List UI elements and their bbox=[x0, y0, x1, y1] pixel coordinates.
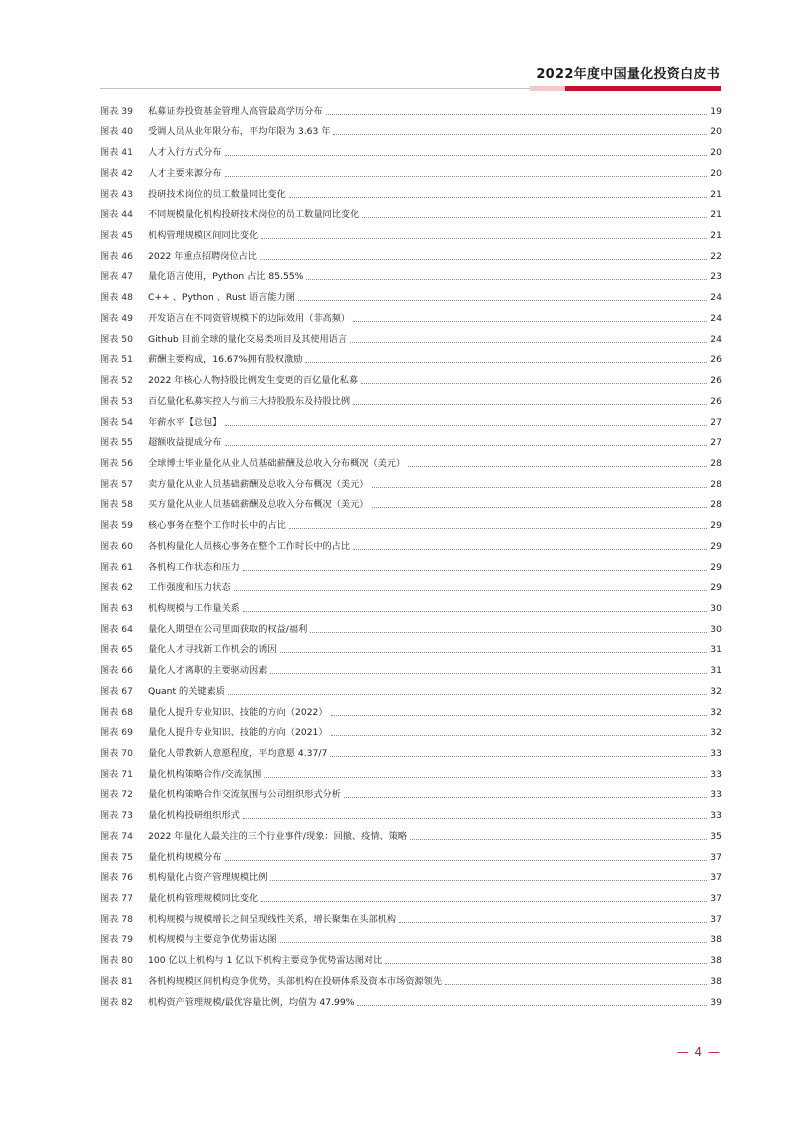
toc-entry-page-number: 33 bbox=[710, 768, 722, 780]
toc-dot-leader bbox=[280, 649, 708, 653]
toc-entry-label: 图表 78 bbox=[100, 913, 133, 925]
toc-entry-label: 图表 76 bbox=[100, 872, 133, 884]
toc-entry-page-number: 27 bbox=[710, 416, 722, 428]
toc-entry-label: 图表 47 bbox=[100, 271, 133, 283]
toc-entry-title: 人才入行方式分布 bbox=[148, 147, 222, 159]
toc-entry-label: 图表 40 bbox=[100, 126, 133, 138]
toc-entry-page-number: 28 bbox=[710, 457, 722, 469]
toc-entry[interactable] bbox=[100, 594, 722, 615]
toc-entry-title: 受调人员从业年限分布，平均年限为 3.63 年 bbox=[148, 126, 331, 138]
toc-entry[interactable] bbox=[100, 408, 722, 429]
toc-entry[interactable] bbox=[100, 636, 722, 657]
toc-entry-title: 机构规模与主要竞争优势雷达图 bbox=[148, 934, 277, 946]
toc-entry-title: 量化人带教新人意愿程度，平均意愿 4.37/7 bbox=[148, 748, 328, 759]
toc-entry[interactable] bbox=[100, 242, 722, 263]
toc-entry[interactable] bbox=[100, 221, 722, 242]
toc-dot-leader bbox=[408, 463, 707, 467]
toc-entry-title: 卖方量化从业人员基础薪酬及总收入分布概况（美元） bbox=[148, 478, 369, 490]
toc-entry-title: 量化机构规模分布 bbox=[148, 851, 222, 863]
toc-entry-label: 图表 45 bbox=[100, 230, 133, 242]
toc-entry-label: 图表 41 bbox=[100, 147, 133, 159]
toc-dot-leader bbox=[331, 712, 708, 716]
toc-dot-leader bbox=[225, 152, 708, 156]
toc-entry-title: 买方量化从业人员基础薪酬及总收入分布概况（美元） bbox=[148, 499, 369, 511]
toc-dot-leader bbox=[362, 214, 707, 218]
toc-dot-leader bbox=[261, 235, 707, 239]
toc-entry[interactable] bbox=[100, 553, 722, 574]
toc-entry[interactable] bbox=[100, 946, 722, 967]
toc-entry-page-number: 26 bbox=[710, 354, 722, 366]
toc-entry-label: 图表 64 bbox=[100, 623, 133, 635]
toc-entry-label: 图表 43 bbox=[100, 188, 133, 200]
toc-entry-page-number: 33 bbox=[710, 810, 722, 822]
toc-entry[interactable] bbox=[100, 905, 722, 926]
toc-entry-label: 图表 68 bbox=[100, 706, 133, 718]
toc-entry-page-number: 29 bbox=[710, 561, 722, 573]
toc-entry[interactable] bbox=[100, 884, 722, 905]
toc-entry-title: 各机构量化人员核心事务在整个工作时长中的占比 bbox=[148, 540, 351, 552]
toc-entry-page-number: 37 bbox=[710, 893, 722, 905]
toc-entry-title: 机构管理规模区间同比变化 bbox=[148, 230, 259, 242]
toc-entry[interactable] bbox=[100, 615, 722, 636]
toc-entry-title: 私募证券投资基金管理人高管最高学历分布 bbox=[148, 105, 323, 117]
toc-entry-page-number: 29 bbox=[710, 582, 722, 594]
toc-entry-page-number: 21 bbox=[710, 230, 722, 242]
toc-entry-page-number: 32 bbox=[710, 706, 722, 718]
toc-dot-leader bbox=[372, 484, 708, 488]
toc-dot-leader bbox=[225, 422, 708, 426]
toc-entry-title: 百亿量化私募实控人与前三大持股股东及持股比例 bbox=[148, 395, 351, 407]
toc-dot-leader bbox=[331, 732, 708, 736]
toc-dot-leader bbox=[243, 608, 707, 612]
toc-entry-title: 量化人期望在公司里面获取的权益/福利 bbox=[148, 623, 308, 635]
toc-entry-label: 图表 75 bbox=[100, 851, 133, 863]
toc-entry-label: 图表 80 bbox=[100, 955, 133, 967]
toc-entry-page-number: 31 bbox=[710, 665, 722, 677]
toc-entry-label: 图表 55 bbox=[100, 437, 133, 449]
toc-dot-leader bbox=[306, 276, 707, 280]
toc-entry-title: 工作强度和压力状态 bbox=[148, 582, 231, 594]
toc-entry-page-number: 37 bbox=[710, 913, 722, 925]
toc-entry-page-number: 20 bbox=[710, 167, 722, 179]
toc-dot-leader bbox=[289, 194, 707, 198]
toc-entry-label: 图表 52 bbox=[100, 375, 133, 387]
toc-entry-page-number: 26 bbox=[710, 375, 722, 387]
toc-entry[interactable] bbox=[100, 283, 722, 304]
toc-entry-title: 各机构规模区间机构竞争优势，头部机构在投研体系及资本市场资源领先 bbox=[148, 975, 442, 987]
toc-entry-page-number: 35 bbox=[710, 830, 722, 842]
toc-dot-leader bbox=[260, 256, 707, 260]
toc-entry[interactable] bbox=[100, 801, 722, 822]
toc-dot-leader bbox=[264, 774, 707, 778]
toc-entry-label: 图表 82 bbox=[100, 996, 133, 1008]
toc-entry-title: 核心事务在整个工作时长中的占比 bbox=[148, 520, 286, 532]
table-of-figures bbox=[100, 97, 722, 1009]
toc-entry-page-number: 19 bbox=[710, 105, 722, 117]
toc-dot-leader bbox=[357, 1002, 707, 1006]
toc-entry[interactable] bbox=[100, 781, 722, 802]
toc-entry-label: 图表 57 bbox=[100, 478, 133, 490]
toc-entry-page-number: 29 bbox=[710, 520, 722, 532]
toc-entry[interactable] bbox=[100, 864, 722, 885]
toc-entry[interactable] bbox=[100, 159, 722, 180]
toc-entry-title: 年薪水平【总包】 bbox=[148, 416, 222, 428]
toc-dot-leader bbox=[326, 111, 708, 115]
toc-entry-label: 图表 62 bbox=[100, 582, 133, 594]
toc-entry[interactable] bbox=[100, 263, 722, 284]
toc-dot-leader bbox=[372, 504, 708, 508]
toc-dot-leader bbox=[353, 546, 707, 550]
toc-entry-page-number: 38 bbox=[710, 955, 722, 967]
toc-dot-leader bbox=[361, 380, 707, 384]
toc-entry[interactable] bbox=[100, 698, 722, 719]
toc-dot-leader bbox=[305, 359, 707, 363]
toc-entry-title: 100 亿以上机构与 1 亿以下机构主要竞争优势雷达图对比 bbox=[148, 955, 383, 967]
toc-entry[interactable] bbox=[100, 532, 722, 553]
toc-entry-title: C++ 、Python 、Rust 语言能力图 bbox=[148, 292, 295, 304]
toc-entry-title: 量化人提升专业知识、技能的方向（2022） bbox=[148, 706, 328, 718]
toc-entry[interactable] bbox=[100, 366, 722, 387]
toc-entry-label: 图表 66 bbox=[100, 665, 133, 677]
toc-entry[interactable] bbox=[100, 201, 722, 222]
toc-entry[interactable] bbox=[100, 118, 722, 139]
toc-entry-label: 图表 54 bbox=[100, 416, 133, 428]
toc-entry[interactable] bbox=[100, 719, 722, 740]
toc-entry-title: 投研技术岗位的员工数量同比变化 bbox=[148, 188, 286, 200]
toc-entry-page-number: 31 bbox=[710, 644, 722, 656]
toc-entry[interactable] bbox=[100, 97, 722, 118]
toc-entry-label: 图表 50 bbox=[100, 333, 133, 345]
toc-entry-title: 量化机构投研组织形式 bbox=[148, 810, 240, 822]
toc-entry-title: 量化机构策略合作交流氛围与公司组织形式分析 bbox=[148, 789, 341, 801]
toc-entry-label: 图表 65 bbox=[100, 644, 133, 656]
toc-entry[interactable] bbox=[100, 491, 722, 512]
toc-entry-title: 超额收益提成分布 bbox=[148, 437, 222, 449]
toc-entry[interactable] bbox=[100, 739, 722, 760]
toc-entry[interactable] bbox=[100, 138, 722, 159]
toc-dot-leader bbox=[399, 919, 707, 923]
header-rule-accent-light bbox=[530, 86, 565, 91]
toc-entry[interactable] bbox=[100, 429, 722, 450]
toc-entry-title: 量化语言使用，Python 占比 85.55% bbox=[148, 271, 304, 283]
toc-entry-label: 图表 58 bbox=[100, 499, 133, 511]
toc-entry-page-number: 30 bbox=[710, 602, 722, 614]
toc-entry-page-number: 24 bbox=[710, 292, 722, 304]
toc-entry-label: 图表 69 bbox=[100, 727, 133, 739]
toc-entry-title: 机构规模与工作量关系 bbox=[148, 602, 240, 614]
toc-entry-page-number: 26 bbox=[710, 395, 722, 407]
toc-entry-page-number: 32 bbox=[710, 685, 722, 697]
toc-entry[interactable] bbox=[100, 656, 722, 677]
toc-dot-leader bbox=[410, 836, 707, 840]
toc-entry-page-number: 27 bbox=[710, 437, 722, 449]
toc-dot-leader bbox=[289, 525, 707, 529]
toc-entry-page-number: 20 bbox=[710, 126, 722, 138]
toc-entry-page-number: 28 bbox=[710, 478, 722, 490]
toc-entry-label: 图表 46 bbox=[100, 250, 133, 262]
toc-entry-title: 量化机构管理规模同比变化 bbox=[148, 893, 259, 905]
toc-dot-leader bbox=[353, 401, 707, 405]
toc-entry-label: 图表 72 bbox=[100, 789, 133, 801]
toc-entry-page-number: 23 bbox=[710, 271, 722, 283]
toc-entry-title: 量化人才离职的主要驱动因素 bbox=[148, 665, 268, 677]
toc-entry[interactable] bbox=[100, 988, 722, 1009]
toc-entry-title: 开发语言在不同资管规模下的边际效用（非高频） bbox=[148, 312, 351, 324]
toc-entry-title: Github 目前全球的量化交易类项目及其使用语言 bbox=[148, 333, 348, 345]
toc-entry-title: 量化人提升专业知识、技能的方向（2021） bbox=[148, 727, 328, 739]
toc-dot-leader bbox=[445, 981, 707, 985]
toc-dot-leader bbox=[243, 815, 707, 819]
toc-entry-label: 图表 81 bbox=[100, 975, 133, 987]
toc-entry-label: 图表 63 bbox=[100, 602, 133, 614]
toc-entry-title: 各机构工作状态和压力 bbox=[148, 561, 240, 573]
toc-entry-page-number: 32 bbox=[710, 727, 722, 739]
toc-dot-leader bbox=[225, 173, 708, 177]
toc-entry[interactable] bbox=[100, 967, 722, 988]
toc-entry-title: 2022 年重点招聘岗位占比 bbox=[148, 250, 257, 262]
toc-entry-page-number: 24 bbox=[710, 312, 722, 324]
toc-entry-title: 全球博士毕业量化从业人员基础薪酬及总收入分布概况（美元） bbox=[148, 457, 406, 469]
toc-entry[interactable] bbox=[100, 677, 722, 698]
toc-entry[interactable] bbox=[100, 325, 722, 346]
toc-entry-label: 图表 59 bbox=[100, 520, 133, 532]
toc-entry-page-number: 37 bbox=[710, 851, 722, 863]
toc-entry-page-number: 20 bbox=[710, 147, 722, 159]
toc-entry[interactable] bbox=[100, 843, 722, 864]
toc-dot-leader bbox=[310, 629, 707, 633]
toc-entry-page-number: 38 bbox=[710, 975, 722, 987]
toc-dot-leader bbox=[280, 939, 708, 943]
toc-dot-leader bbox=[385, 960, 707, 964]
toc-entry-label: 图表 67 bbox=[100, 685, 133, 697]
toc-entry-title: 薪酬主要构成，16.67%拥有股权激励 bbox=[148, 354, 303, 366]
toc-entry[interactable] bbox=[100, 511, 722, 532]
toc-dot-leader bbox=[225, 442, 708, 446]
toc-entry-label: 图表 70 bbox=[100, 748, 133, 759]
toc-entry[interactable] bbox=[100, 387, 722, 408]
toc-entry-label: 图表 77 bbox=[100, 893, 133, 905]
toc-entry-page-number: 24 bbox=[710, 333, 722, 345]
toc-entry-label: 图表 39 bbox=[100, 105, 133, 117]
toc-entry-label: 图表 74 bbox=[100, 830, 133, 842]
toc-entry-title: 2022 年核心人物持股比例发生变更的百亿量化私募 bbox=[148, 375, 359, 387]
toc-entry-page-number: 29 bbox=[710, 540, 722, 552]
toc-dot-leader bbox=[234, 587, 708, 591]
toc-entry-page-number: 30 bbox=[710, 623, 722, 635]
toc-entry-label: 图表 60 bbox=[100, 540, 133, 552]
toc-entry[interactable] bbox=[100, 346, 722, 367]
toc-entry[interactable] bbox=[100, 180, 722, 201]
toc-entry-title: 量化机构策略合作/交流氛围 bbox=[148, 768, 262, 780]
header-rule-accent bbox=[565, 86, 721, 91]
toc-dot-leader bbox=[228, 691, 707, 695]
toc-entry-label: 图表 48 bbox=[100, 292, 133, 304]
toc-dot-leader bbox=[344, 794, 707, 798]
toc-entry[interactable] bbox=[100, 822, 722, 843]
toc-dot-leader bbox=[350, 339, 707, 343]
toc-entry-page-number: 39 bbox=[710, 996, 722, 1008]
toc-entry[interactable] bbox=[100, 304, 722, 325]
toc-dot-leader bbox=[270, 670, 707, 674]
toc-entry-label: 图表 61 bbox=[100, 561, 133, 573]
toc-dot-leader bbox=[225, 857, 708, 861]
toc-entry-page-number: 21 bbox=[710, 209, 722, 221]
toc-entry-title: 人才主要来源分布 bbox=[148, 167, 222, 179]
toc-entry-page-number: 33 bbox=[710, 789, 722, 801]
toc-entry-label: 图表 44 bbox=[100, 209, 133, 221]
toc-dot-leader bbox=[330, 753, 707, 757]
toc-entry-label: 图表 56 bbox=[100, 457, 133, 469]
toc-entry-title: Quant 的关键素质 bbox=[148, 685, 225, 697]
toc-entry-title: 机构规模与规模增长之间呈现线性关系，增长聚集在头部机构 bbox=[148, 913, 397, 925]
toc-entry-page-number: 22 bbox=[710, 250, 722, 262]
toc-entry-label: 图表 49 bbox=[100, 312, 133, 324]
toc-entry-label: 图表 42 bbox=[100, 167, 133, 179]
toc-entry-title: 不同规模量化机构投研技术岗位的员工数量同比变化 bbox=[148, 209, 360, 221]
toc-entry-page-number: 33 bbox=[710, 748, 722, 759]
document-title: 2022年度中国量化投资白皮书 bbox=[536, 67, 720, 82]
toc-entry-page-number: 28 bbox=[710, 499, 722, 511]
header-rule bbox=[0, 86, 793, 92]
toc-entry[interactable] bbox=[100, 470, 722, 491]
toc-dot-leader bbox=[353, 318, 707, 322]
toc-entry-page-number: 21 bbox=[710, 188, 722, 200]
toc-entry-label: 图表 51 bbox=[100, 354, 133, 366]
toc-entry-label: 图表 79 bbox=[100, 934, 133, 946]
toc-entry-label: 图表 71 bbox=[100, 768, 133, 780]
toc-entry[interactable] bbox=[100, 574, 722, 595]
toc-dot-leader bbox=[298, 297, 707, 301]
page-number: — 4 — bbox=[676, 1045, 721, 1059]
toc-entry[interactable] bbox=[100, 760, 722, 781]
toc-entry[interactable] bbox=[100, 926, 722, 947]
toc-entry-label: 图表 73 bbox=[100, 810, 133, 822]
toc-entry[interactable] bbox=[100, 449, 722, 470]
toc-dot-leader bbox=[270, 877, 707, 881]
toc-entry-title: 2022 年量化人最关注的三个行业事件/现象：回撤、疫情、策略 bbox=[148, 830, 408, 842]
toc-entry-title: 量化人才寻找新工作机会的诱因 bbox=[148, 644, 277, 656]
toc-entry-title: 机构量化占资产管理规模比例 bbox=[148, 872, 268, 884]
toc-entry-page-number: 38 bbox=[710, 934, 722, 946]
toc-entry-page-number: 37 bbox=[710, 872, 722, 884]
toc-entry-title: 机构资产管理规模/最优容量比例，均值为 47.99% bbox=[148, 996, 355, 1008]
toc-entry-label: 图表 53 bbox=[100, 395, 133, 407]
toc-dot-leader bbox=[333, 131, 707, 135]
toc-dot-leader bbox=[243, 567, 707, 571]
toc-dot-leader bbox=[261, 898, 707, 902]
